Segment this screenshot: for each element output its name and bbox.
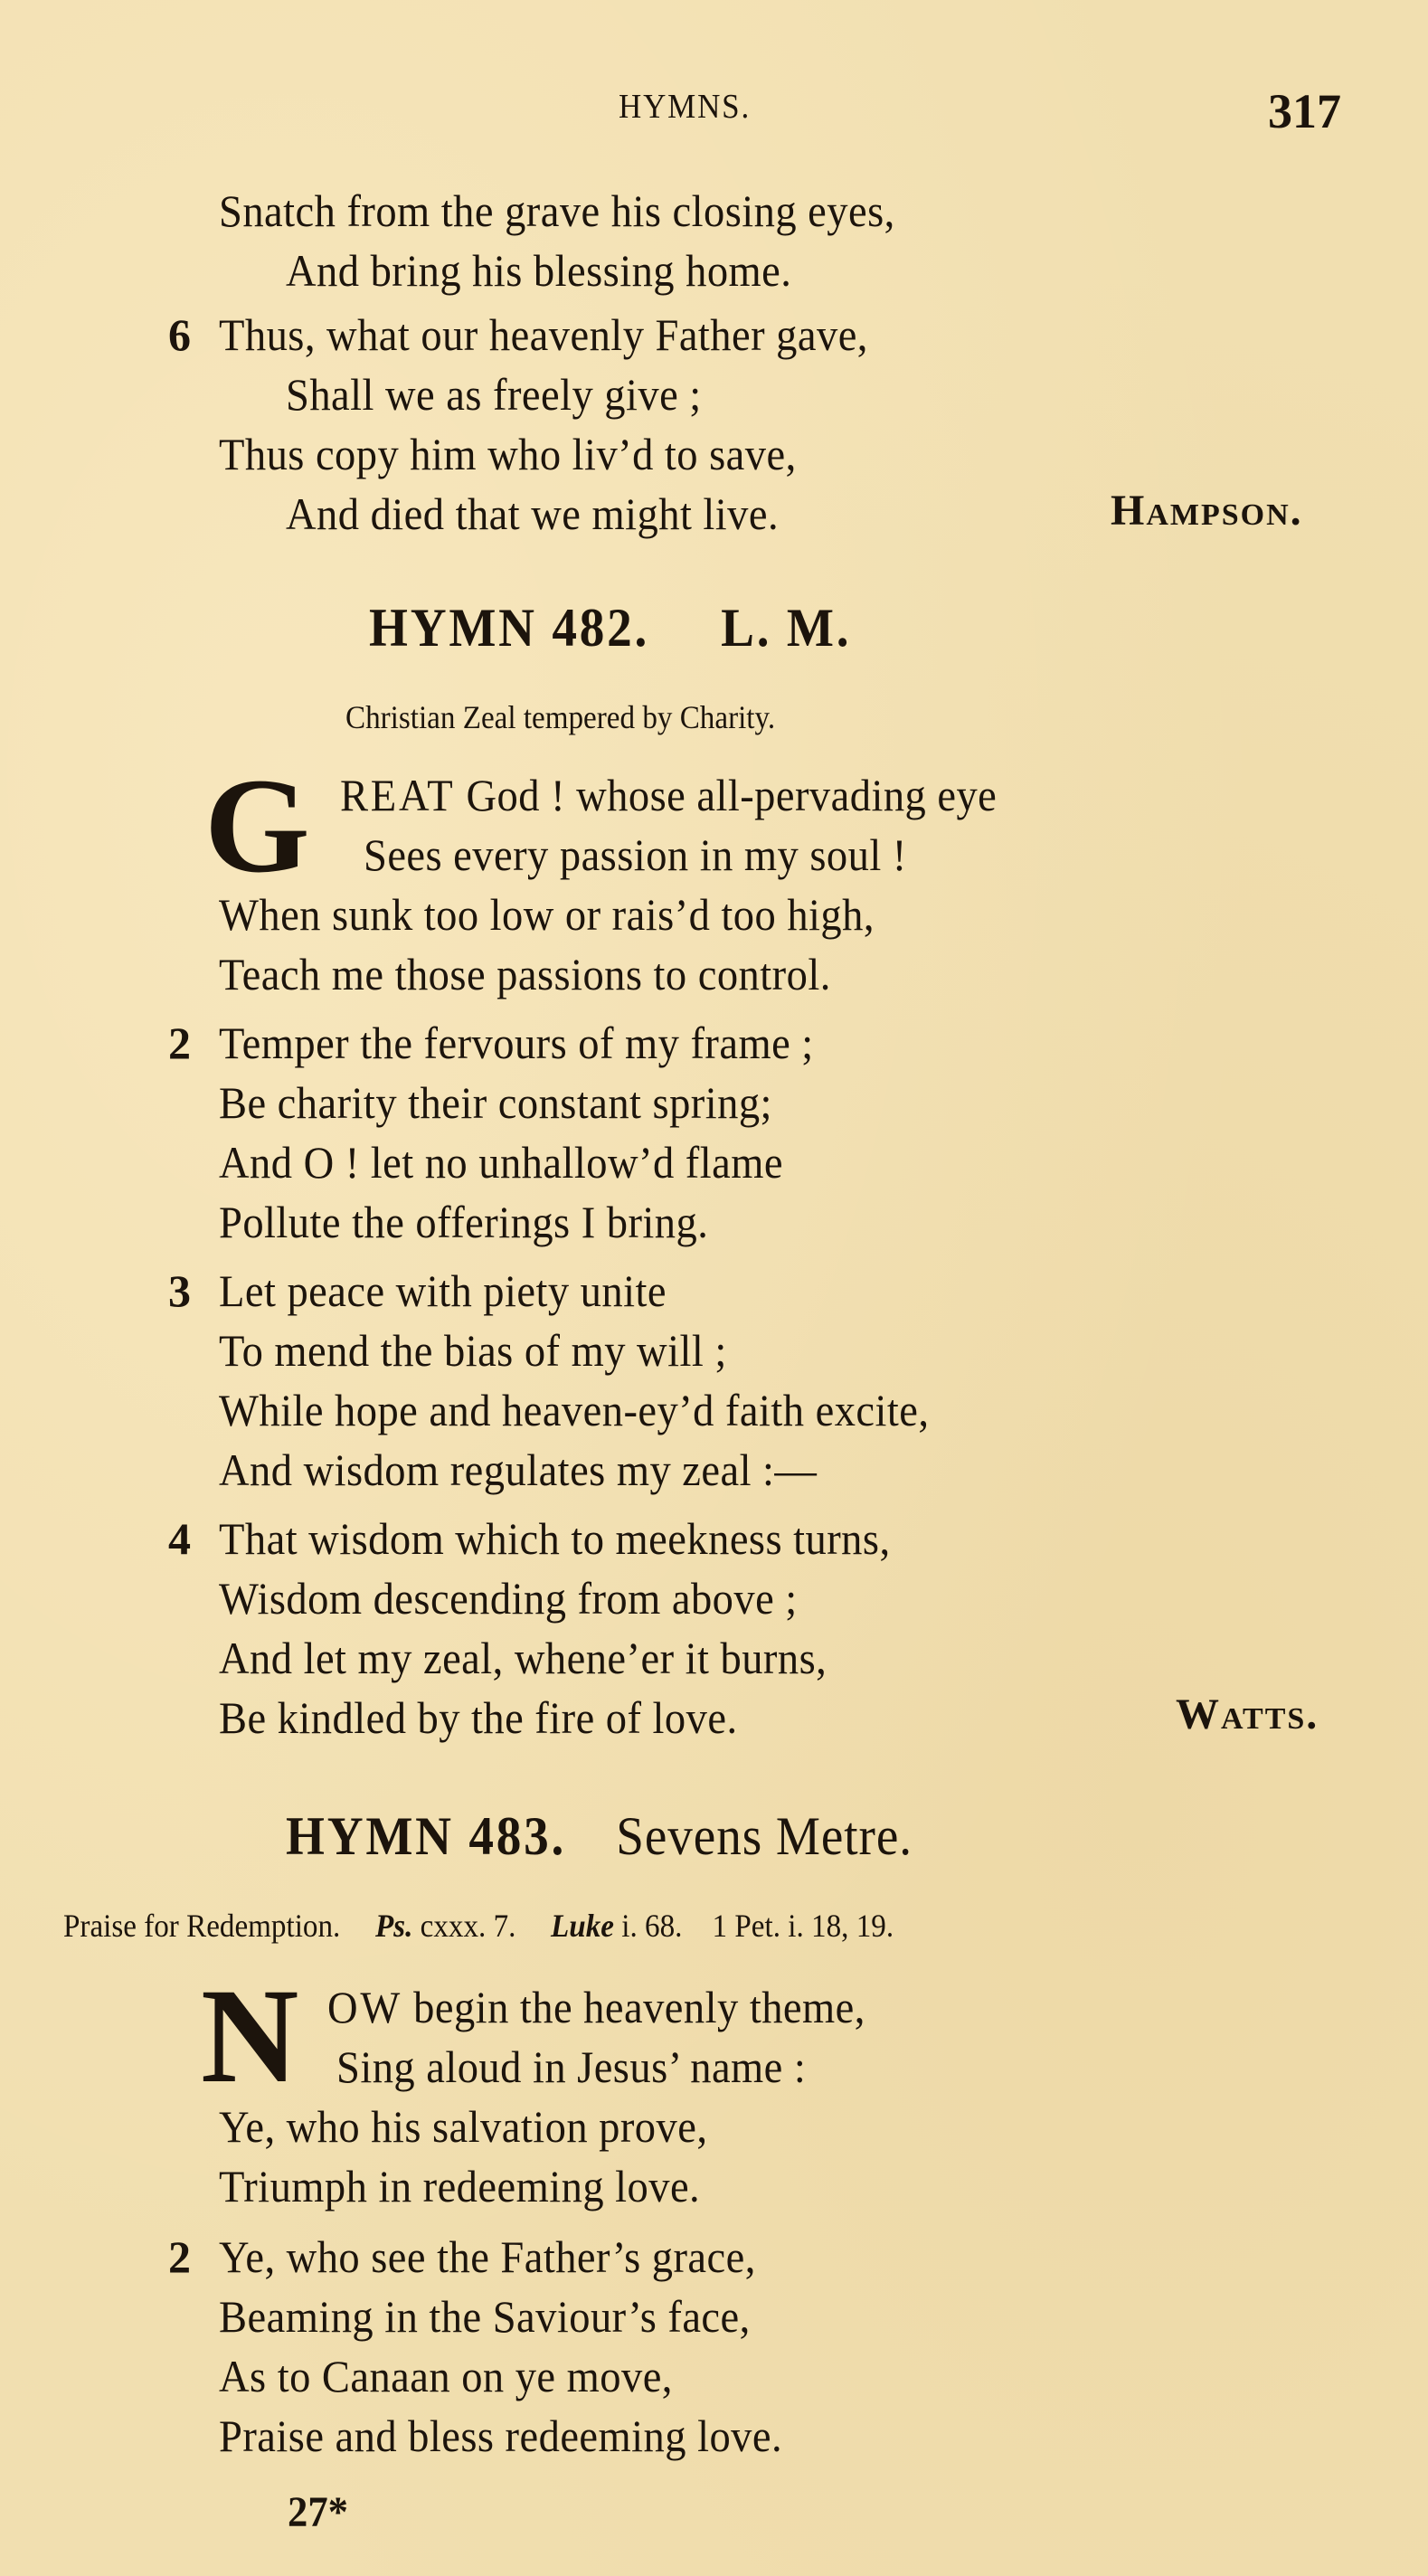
verse-line: Sing aloud in Jesus’ name : xyxy=(336,2041,807,2092)
page-number: 317 xyxy=(1268,84,1341,138)
hymn-number: HYMN 482. xyxy=(369,598,650,658)
subtitle-theme: Praise for Redemption. xyxy=(63,1908,341,1944)
running-title: HYMNS. xyxy=(619,88,752,126)
scripture-ref: 1 Pet. i. 18, 19. xyxy=(712,1908,894,1944)
signature-mark: 27* xyxy=(288,2488,348,2536)
verse-line: REAT God ! whose all-pervading eye xyxy=(340,770,998,820)
verse-line: Sees every passion in my soul ! xyxy=(364,829,907,880)
author-attribution: Watts. xyxy=(1176,1690,1319,1738)
stanza-number: 4 xyxy=(168,1513,191,1564)
scripture-book: Ps. xyxy=(374,1908,413,1944)
verse-line: When sunk too low or rais’d too high, xyxy=(219,889,875,940)
verse-line: OW begin the heavenly theme, xyxy=(327,1982,865,2032)
verse-line: Wisdom descending from above ; xyxy=(219,1573,798,1624)
stanza-number: 2 xyxy=(168,1018,191,1068)
verse-line: Thus copy him who liv’d to save, xyxy=(219,429,797,479)
stanza-number: 3 xyxy=(168,1265,191,1316)
stanza-number: 6 xyxy=(168,309,191,360)
verse-line: Snatch from the grave his closing eyes, xyxy=(219,185,895,236)
scripture-ref: i. 68. xyxy=(613,1908,683,1944)
verse-line: Be charity their constant spring; xyxy=(219,1077,772,1128)
verse-line: Shall we as freely give ; xyxy=(286,369,702,420)
verse-line: As to Canaan on ye move, xyxy=(219,2351,673,2401)
first-word-caps: REAT xyxy=(340,770,456,820)
verse-line: Let peace with piety unite xyxy=(219,1265,667,1316)
verse-line: And O ! let no unhallow’d flame xyxy=(219,1137,783,1188)
verse-line: Praise and bless redeeming love. xyxy=(219,2410,783,2461)
verse-line: Be kindled by the fire of love. xyxy=(219,1692,738,1743)
verse-line: While hope and heaven-ey’d faith excite, xyxy=(219,1385,930,1435)
hymn-title xyxy=(369,597,851,659)
hymn-metre: Sevens Metre. xyxy=(616,1806,913,1866)
hymn-subtitle: Christian Zeal tempered by Charity. xyxy=(345,699,776,735)
drop-cap: N xyxy=(201,1961,299,2111)
verse-line: Teach me those passions to control. xyxy=(219,949,831,999)
stanza-number: 2 xyxy=(168,2231,191,2282)
verse-line: Ye, who his salvation prove, xyxy=(219,2101,708,2152)
verse-line: And let my zeal, whene’er it burns, xyxy=(219,1633,827,1683)
verse-line: And died that we might live. xyxy=(286,488,780,539)
hymn-title xyxy=(286,1805,913,1868)
verse-line: Pollute the offerings I bring. xyxy=(219,1197,709,1247)
verse-line: Ye, who see the Father’s grace, xyxy=(219,2231,756,2282)
author-attribution: Hampson. xyxy=(1111,487,1303,535)
scripture-ref: cxxx. 7. xyxy=(412,1908,516,1944)
hymn-number: HYMN 483. xyxy=(286,1806,567,1866)
hymn-metre: L. M. xyxy=(721,598,852,658)
verse-line: That wisdom which to meekness turns, xyxy=(219,1513,891,1564)
hymn-subtitle xyxy=(63,1907,894,1945)
verse-line: Thus, what our heavenly Father gave, xyxy=(219,309,868,360)
verse-line: Beaming in the Saviour’s face, xyxy=(219,2291,751,2342)
verse-line: Temper the fervours of my frame ; xyxy=(219,1018,814,1068)
drop-cap: G xyxy=(204,751,310,901)
first-word-caps: OW xyxy=(327,1982,403,2032)
verse-line: And bring his blessing home. xyxy=(286,245,792,296)
verse-line: Triumph in redeeming love. xyxy=(219,2161,701,2211)
verse-line: And wisdom regulates my zeal :— xyxy=(219,1444,818,1495)
verse-line: To mend the bias of my will ; xyxy=(219,1325,727,1376)
scripture-book: Luke xyxy=(551,1908,614,1944)
